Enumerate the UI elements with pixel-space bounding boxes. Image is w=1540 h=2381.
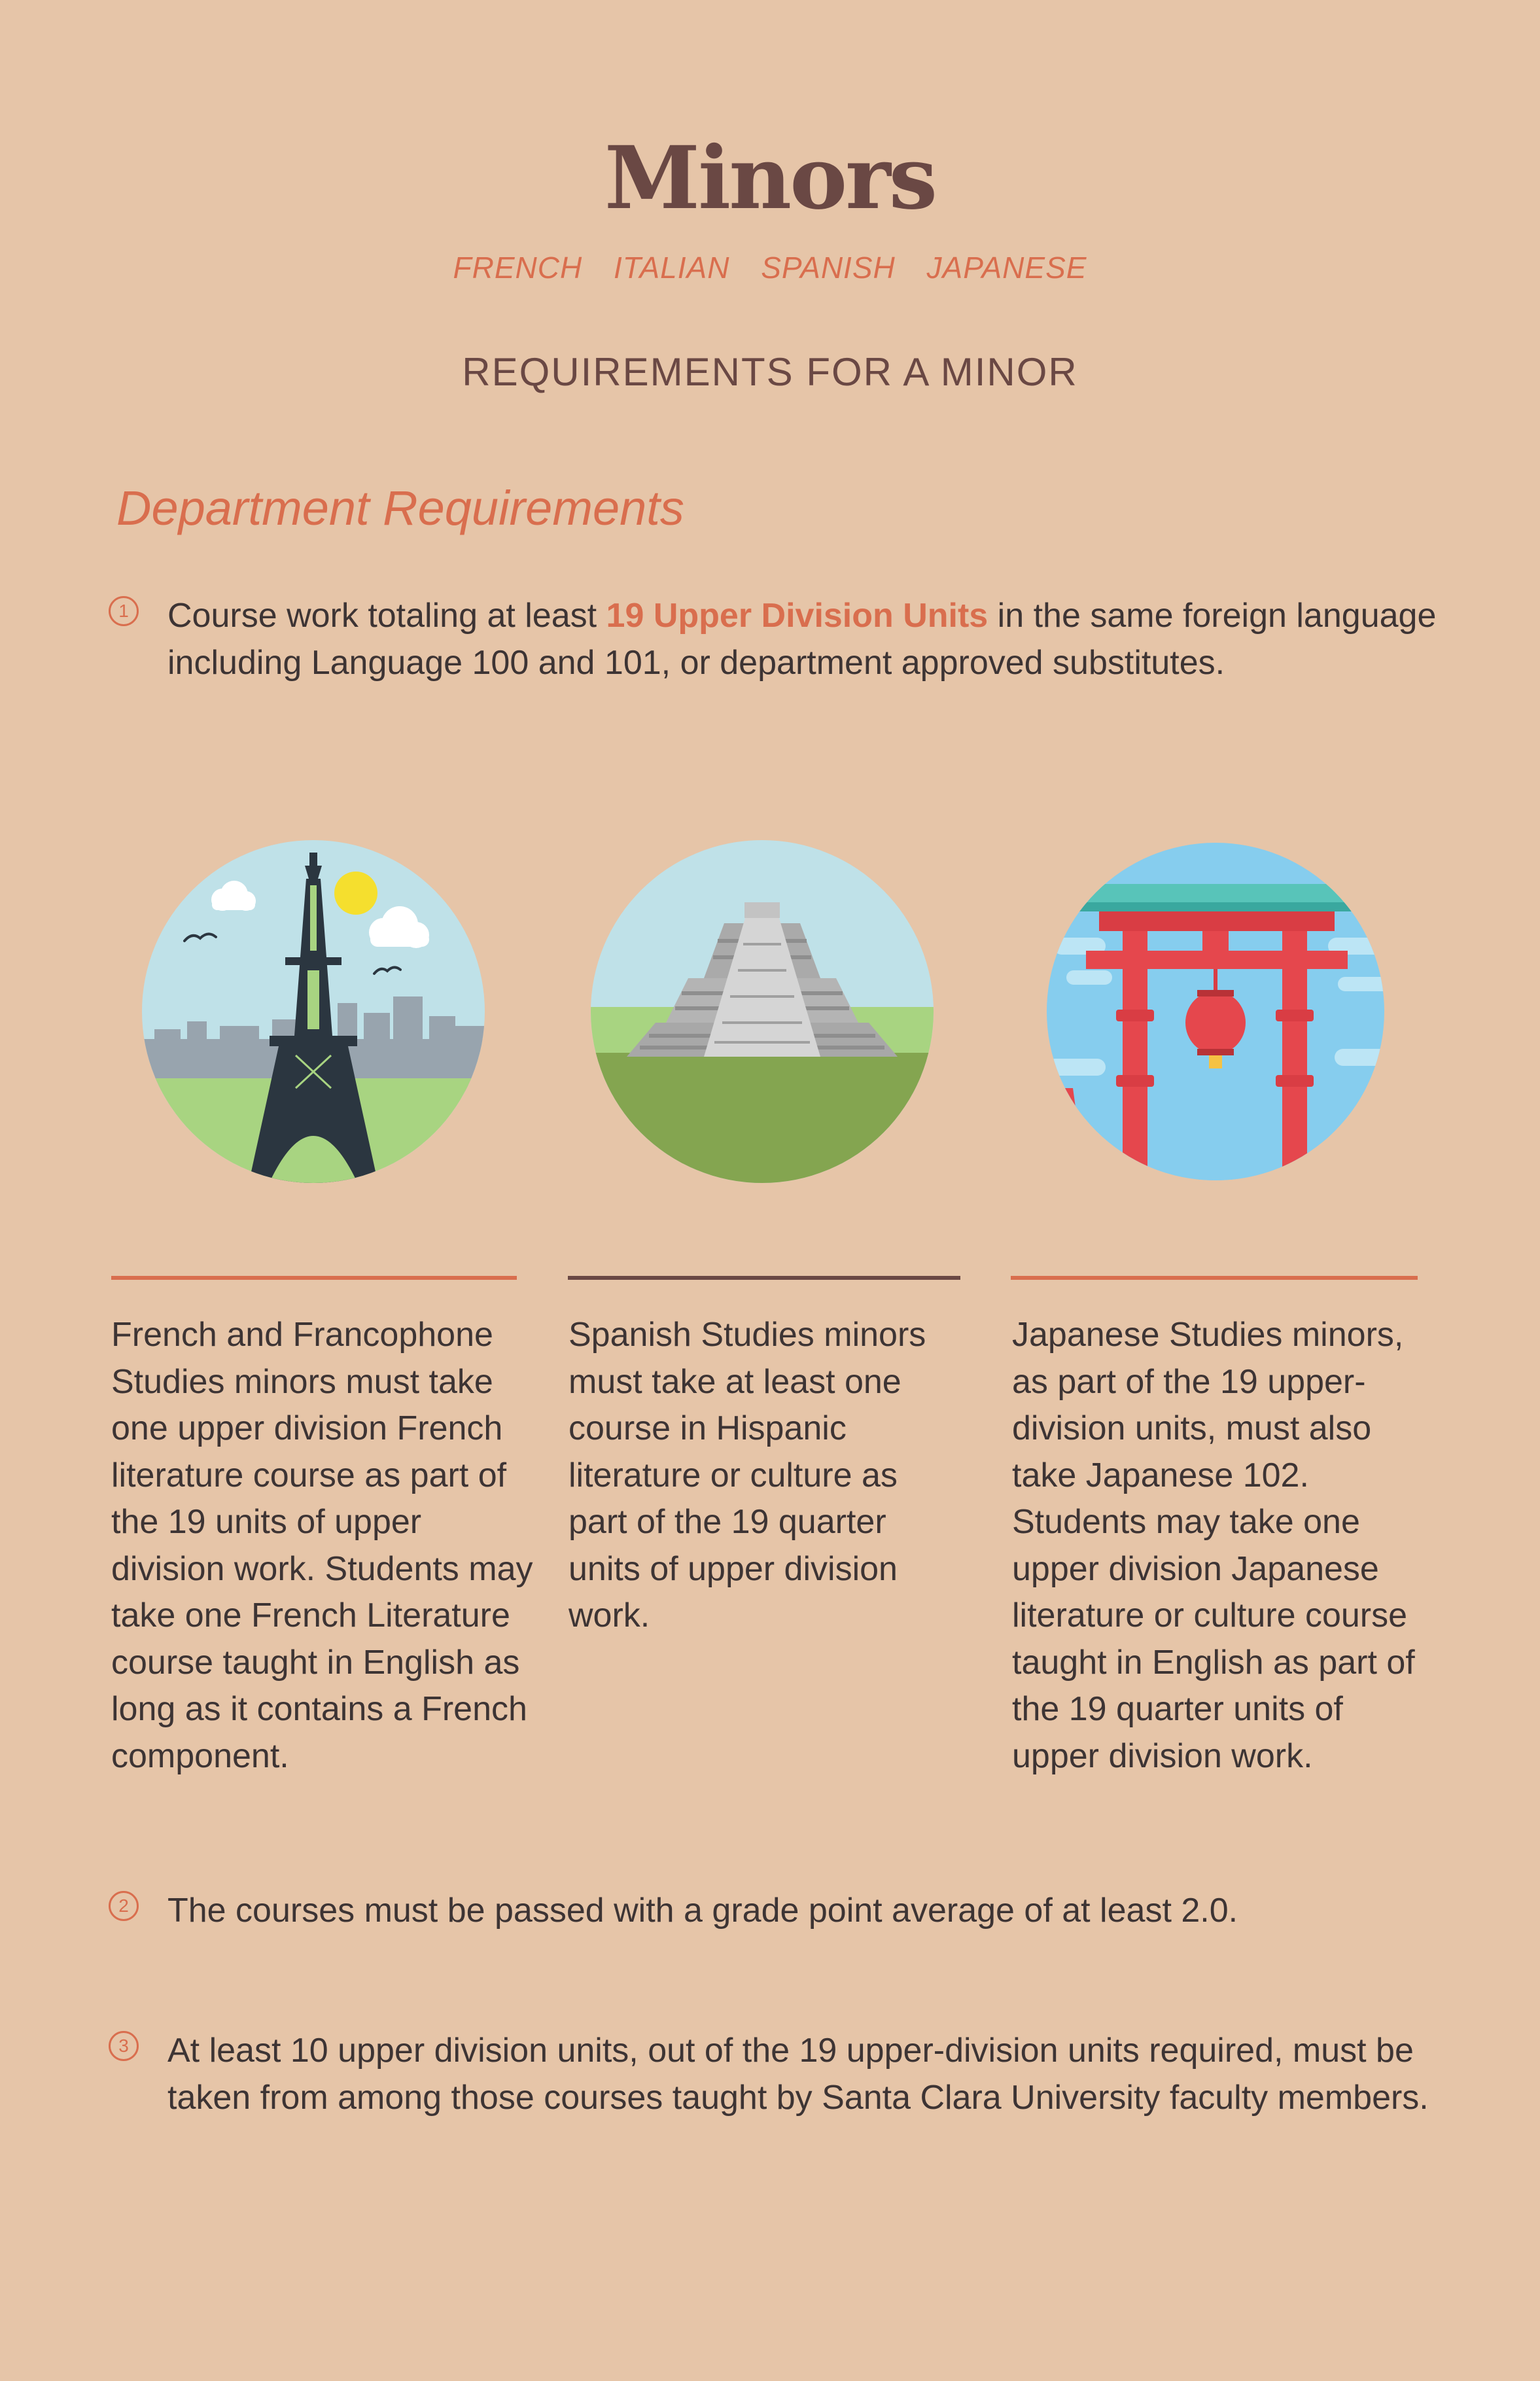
requirement-text-1-before: Course work totaling at least — [167, 597, 606, 635]
eiffel-tower-icon — [141, 839, 485, 1184]
requirement-number-2: 2 — [109, 1891, 139, 1921]
requirement-3 — [109, 2027, 1437, 2178]
language-french: FRENCH — [453, 251, 583, 285]
page-title: Minors — [604, 128, 936, 229]
language-list — [0, 250, 1540, 285]
japanese-minor-text: Japanese Studies minors, as part of the 19 upper-division units, must also take Japanese 102. Students may take one upper division Japanese literature or culture course taught in English as part of the 19 quarter units of upper division work. — [1012, 1316, 1415, 1775]
requirement-text-2: The courses must be passed with a grade point average of at least 2.0. — [167, 1892, 1238, 1930]
requirement-highlight-units: 19 Upper Division Units — [606, 597, 989, 635]
requirements-heading: REQUIREMENTS FOR A MINOR — [462, 350, 1078, 394]
department-heading: Department Requirements — [116, 481, 684, 535]
requirement-number-1: 1 — [109, 596, 139, 626]
language-italian: ITALIAN — [614, 251, 730, 285]
requirement-text-1 — [167, 592, 1437, 686]
divider-spanish — [568, 1276, 960, 1280]
french-minor-text: French and Francophone Studies minors must take one upper division French literature course as part of the 19 units of upper division work. Students may take one French Literature course taught in English as long as it contains a French component. — [111, 1316, 533, 1775]
requirement-number-3: 3 — [109, 2031, 139, 2061]
mayan-pyramid-icon — [590, 839, 934, 1184]
spanish-minor-text: Spanish Studies minors must take at least one course in Hispanic literature or culture as part of the 19 quarter units of upper division work. — [569, 1316, 926, 1634]
requirement-2 — [109, 1887, 1437, 1939]
divider-japanese — [1011, 1276, 1418, 1280]
divider-french — [111, 1276, 517, 1280]
requirement-text-1-after: in the same foreign language including Language 100 and 101, or department approved substitutes. — [167, 597, 1437, 682]
requirement-text-3: At least 10 upper division units, out of the 19 upper-division units required, must be taken from among those courses taught by Santa Clara University faculty members. — [167, 2032, 1429, 2117]
language-spanish: SPANISH — [761, 251, 896, 285]
requirement-1 — [109, 592, 1437, 690]
language-japanese: JAPANESE — [926, 251, 1087, 285]
torii-gate-icon — [1047, 839, 1391, 1184]
